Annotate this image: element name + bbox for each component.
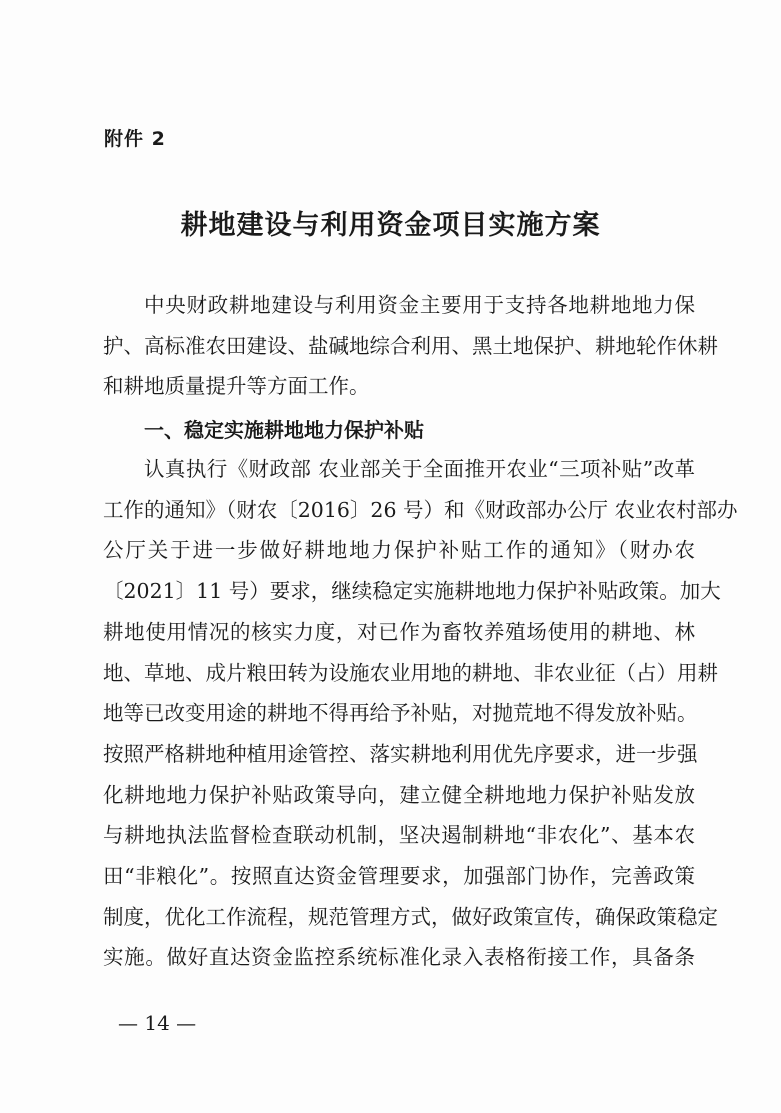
document-title: 耕地建设与利用资金项目实施方案 <box>180 210 601 241</box>
paragraph-line: 地、草地、成片粮田转为设施农业用地的耕地、非农业征（占）用耕 <box>103 660 718 685</box>
attachment-label: 附件 2 <box>104 128 166 150</box>
intro-line: 护、高标准农田建设、盐碱地综合利用、黑土地保护、耕地轮作休耕 <box>103 333 718 358</box>
paragraph-line: 制度，优化工作流程，规范管理方式，做好政策宣传，确保政策稳定 <box>103 904 718 929</box>
paragraph-line: 田“非粮化”。按照直达资金管理要求，加强部门协作，完善政策 <box>103 864 695 889</box>
page-number: — 14 — <box>118 1011 197 1035</box>
intro-paragraph <box>103 285 718 407</box>
paragraph-line: 认真执行《财政部 农业部关于全面推开农业“三项补贴”改革 <box>144 457 695 481</box>
paragraph-line: 〔2021〕11 号）要求，继续稳定实施耕地地力保护补贴政策。加大 <box>103 579 721 604</box>
paragraph-line: 与耕地执法监督检查联动机制，坚决遏制耕地“非农化”、基本农 <box>103 823 695 848</box>
paragraph-line: 化耕地地力保护补贴政策导向，建立健全耕地地力保护补贴发放 <box>103 782 695 807</box>
paragraph-line: 按照严格耕地种植用途管控、落实耕地利用优先序要求，进一步强 <box>103 741 698 766</box>
section1-paragraph <box>103 449 738 978</box>
paragraph-line: 实施。做好直达资金监控系统标准化录入表格衔接工作，具备条 <box>103 945 695 970</box>
section-heading: 一、稳定实施耕地地力保护补贴 <box>144 418 424 442</box>
paragraph-line: 工作的通知》（财农〔2016〕26 号）和《财政部办公厅 农业农村部办 <box>103 497 738 522</box>
intro-line: 中央财政耕地建设与利用资金主要用于支持各地耕地地力保 <box>144 293 695 317</box>
paragraph-line: 耕地使用情况的核实力度，对已作为畜牧养殖场使用的耕地、林 <box>103 619 695 644</box>
paragraph-line: 公厅关于进一步做好耕地地力保护补贴工作的通知》（财办农 <box>103 538 695 563</box>
intro-line: 和耕地质量提升等方面工作。 <box>103 374 370 399</box>
paragraph-line: 地等已改变用途的耕地不得再给予补贴，对抛荒地不得发放补贴。 <box>103 701 698 726</box>
